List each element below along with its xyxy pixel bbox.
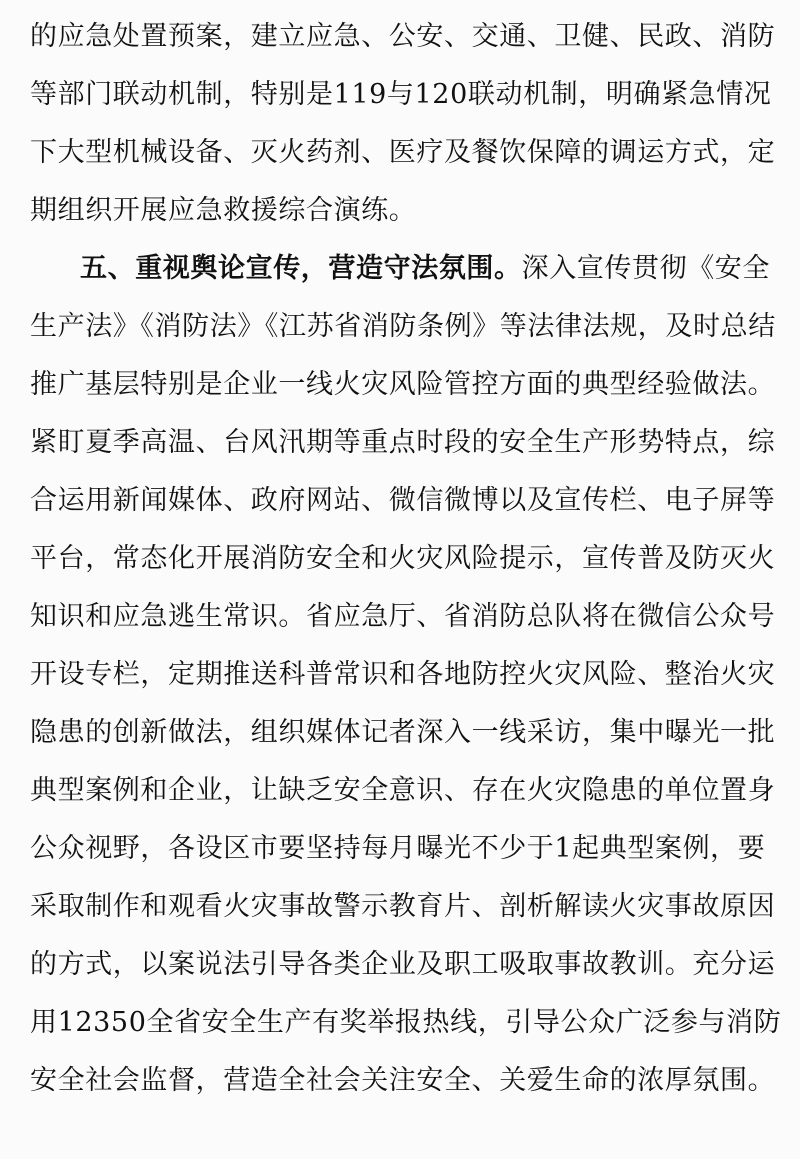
paragraph-line: 开设专栏，定期推送科普常识和各地防控火灾风险、整治火灾 bbox=[30, 659, 776, 690]
paragraph-line: 下大型机械设备、灭火药剂、医疗及餐饮保障的调运方式，定 bbox=[30, 137, 776, 168]
paragraph-line: 的应急处置预案，建立应急、公安、交通、卫健、民政、消防 bbox=[30, 21, 776, 52]
paragraph-line: 采取制作和观看火灾事故警示教育片、剖析解读火灾事故原因 bbox=[30, 891, 776, 922]
section-heading: 五、重视舆论宣传，营造守法氛围。 bbox=[80, 253, 522, 284]
paragraph-line: 平台，常态化开展消防安全和火灾风险提示，宣传普及防灭火 bbox=[30, 543, 776, 574]
paragraph-line: 期组织开展应急救援综合演练。 bbox=[30, 195, 417, 226]
paragraph-text: 深入宣传贯彻《安全 bbox=[521, 253, 771, 284]
paragraph-line: 用12350全省安全生产有奖举报热线，引导公众广泛参与消防 bbox=[30, 1007, 782, 1038]
paragraph-line: 公众视野，各设区市要坚持每月曝光不少于1起典型案例，要 bbox=[30, 833, 766, 864]
paragraph-line: 合运用新闻媒体、政府网站、微信微博以及宣传栏、电子屏等 bbox=[30, 485, 776, 516]
paragraph-line: 典型案例和企业，让缺乏安全意识、存在火灾隐患的单位置身 bbox=[30, 775, 776, 806]
paragraph-line: 隐患的创新做法，组织媒体记者深入一线采访，集中曝光一批 bbox=[30, 717, 776, 748]
paragraph-line: 安全社会监督，营造全社会关注安全、关爱生命的浓厚氛围。 bbox=[30, 1065, 776, 1096]
paragraph-line: 知识和应急逃生常识。省应急厅、省消防总队将在微信公众号 bbox=[30, 601, 776, 632]
paragraph-line: 的方式，以案说法引导各类企业及职工吸取事故教训。充分运 bbox=[30, 949, 776, 980]
paragraph-line: 生产法》《消防法》《江苏省消防条例》等法律法规，及时总结 bbox=[30, 311, 776, 342]
paragraph-line: 等部门联动机制，特别是119与120联动机制，明确紧急情况 bbox=[30, 79, 772, 110]
paragraph-line: 推广基层特别是企业一线火灾风险管控方面的典型经验做法。 bbox=[30, 369, 776, 400]
paragraph-line: 紧盯夏季高温、台风汛期等重点时段的安全生产形势特点，综 bbox=[30, 427, 776, 458]
